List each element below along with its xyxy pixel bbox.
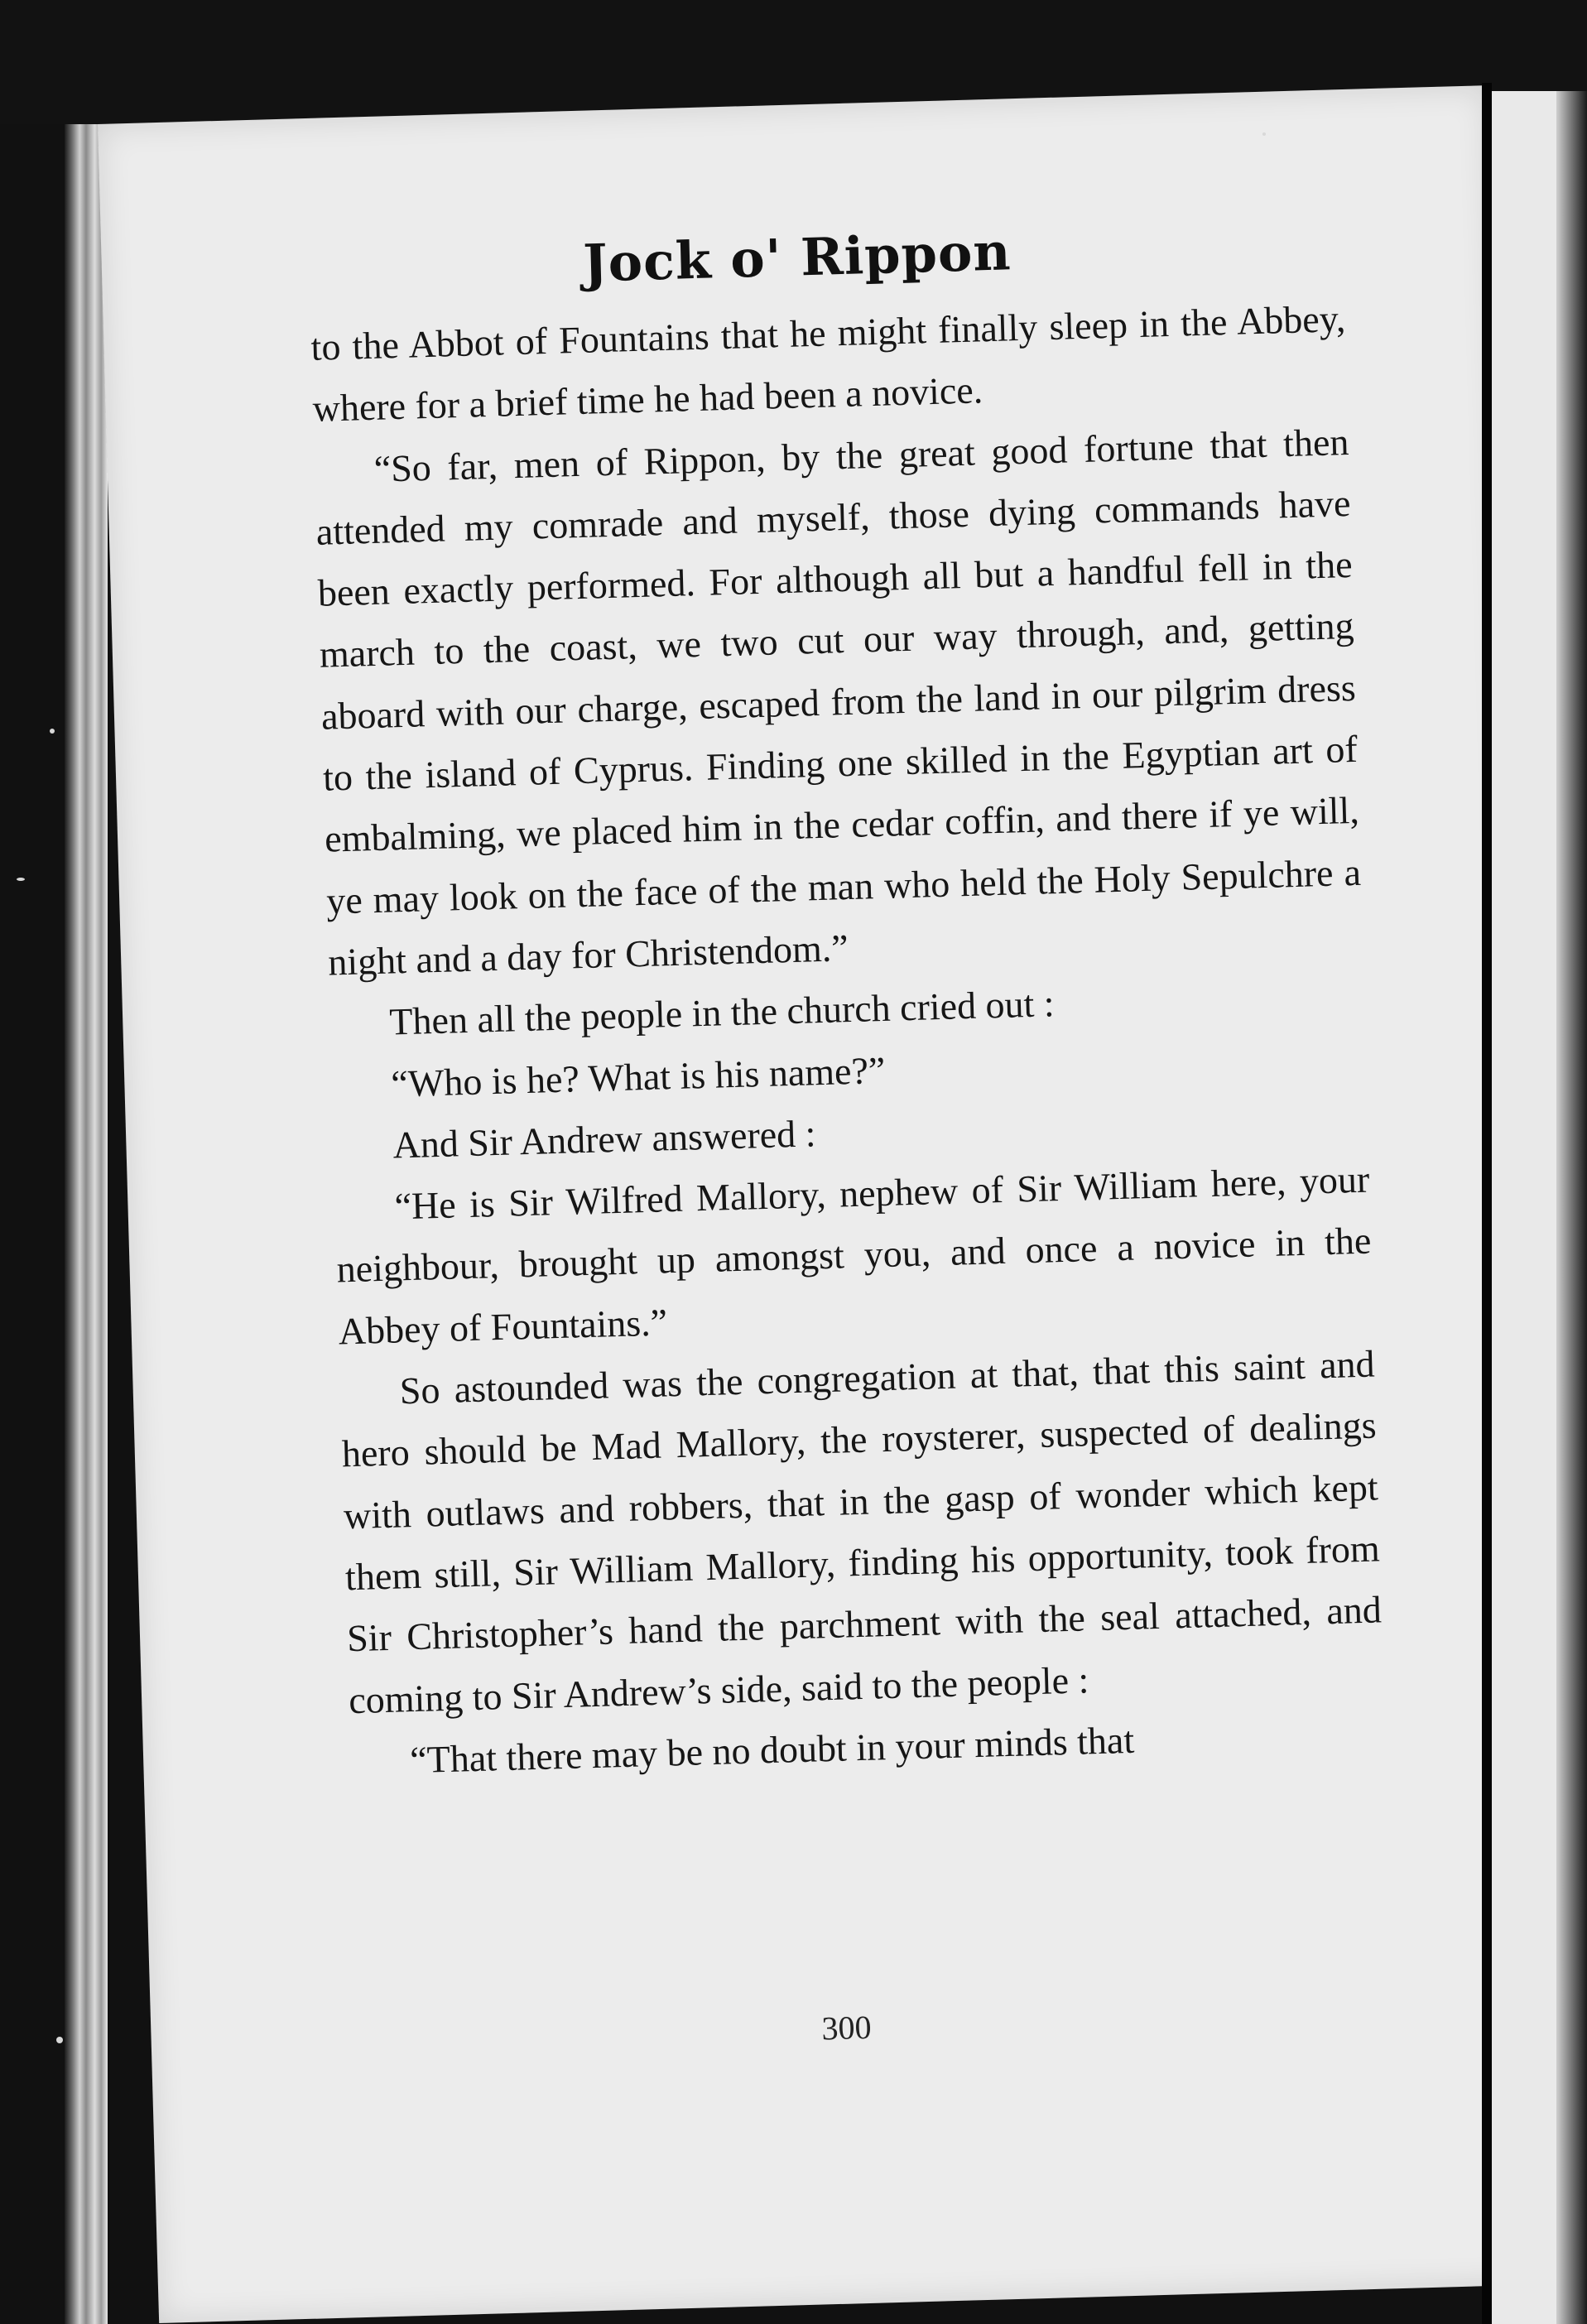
page-gutter-shadow (1482, 83, 1492, 2324)
paragraph: “He is Sir Wilfred Mallory, nephew of Sir William here, your neighbour, brought up amongst you, and once a novice in the Abbey of Fountains.” (336, 1157, 1372, 1353)
book-binding-edge (65, 124, 108, 2324)
book-page (98, 85, 1550, 2323)
paragraph: “So far, men of Rippon, by the great good fortune that then attended my comrade and myself, those dying commands have been exactly performed. For although all but a handful fell in the march to the coast, we two cut our way through, and, getting aboard with our charge, escaped from the land in our pilgrim dress to the island of Cyprus. Finding one skilled in the Egyptian art of embalming, we placed him in the cedar coffin, and there if ye will, ye may look on the face of the man who held the Holy Sepulchre a night and a day for Christendom.” (315, 420, 1362, 984)
scan-speck (1262, 132, 1266, 136)
scan-speck (56, 2037, 63, 2043)
paragraph: Then all the people in the church cried out : (388, 982, 1056, 1043)
page-number: 300 (820, 2008, 873, 2047)
scan-speck (17, 878, 25, 881)
body-text (310, 288, 1386, 1792)
paragraph-continuation: to the Abbot of Fountains that he might finally sleep in the Abbey, where for a brief time he had been a novice. (310, 297, 1346, 431)
paragraph: And Sir Andrew answered : (392, 1112, 817, 1167)
paragraph: So astounded was the congregation at that, that this saint and hero should be Mad Mallory, the roysterer, suspected of dealings with outlaws and robbers, that in the gasp of wonder which kept them still, Sir William Mallory, finding his opportunity, took from Sir Christopher’s hand the parchment with the seal attached, and coming to Sir Andrew’s side, said to the people : (341, 1342, 1383, 1721)
scan-speck (50, 729, 55, 734)
paragraph: “That there may be no doubt in your minds that (409, 1718, 1135, 1782)
running-head: Jock o' Rippon (582, 221, 1012, 294)
facing-page-shadow (1556, 91, 1587, 2324)
paragraph: “Who is he? What is his name?” (390, 1048, 886, 1105)
